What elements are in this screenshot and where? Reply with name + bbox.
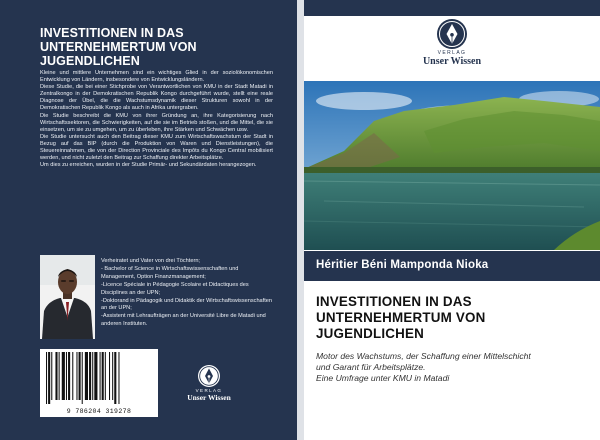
cover-photo xyxy=(304,81,600,250)
blurb-paragraph: Kleine und mittlere Unternehmen sind ein wichtiges Glied in der soziolökonomischen Entwicklung von Ländern, insbesondere von Entwicklungsländern. xyxy=(40,70,273,84)
bio-line: -Doktorand in Pädagogik und Didaktik der Wirtschaftswissenschaften an der UPN; xyxy=(101,297,273,312)
pen-nib-badge-icon xyxy=(436,18,468,50)
bio-line: Verheiratet und Vater von drei Töchtern; xyxy=(101,258,200,264)
back-publisher-logo xyxy=(174,364,244,402)
publisher-name: Unser Wissen xyxy=(422,56,482,67)
front-cover xyxy=(304,0,600,440)
front-publisher-logo xyxy=(407,18,497,67)
lake-landscape xyxy=(304,81,600,250)
front-top-band xyxy=(304,0,600,16)
subtitle-line: und Garant für Arbeitsplätze. xyxy=(316,362,426,372)
publisher-name: Unser Wissen xyxy=(187,393,231,402)
author-bar xyxy=(304,251,600,281)
front-cover-subtitle xyxy=(316,351,596,384)
blurb-paragraph: Um dies zu erreichen, wurden in der Studie Primär- und Sekundärdaten herangezogen. xyxy=(40,162,257,169)
author-bio xyxy=(101,258,273,329)
bio-line: -Assistent mit Lehraufträgen an der Université Libre de Matadi und anderen Instituten. xyxy=(101,313,266,328)
bio-line: - Bachelor of Science in Wirtschaftswissenschaften und Management, Option Finanzmanagement; xyxy=(101,265,239,280)
pen-nib-badge-icon xyxy=(197,364,221,388)
subtitle-line: Eine Umfrage unter KMU in Matadi xyxy=(316,373,450,383)
back-cover-blurb xyxy=(40,70,273,169)
publisher-verlag: VERLAG xyxy=(437,50,467,56)
author-name: Héritier Béni Mamponda Nioka xyxy=(316,259,489,271)
blurb-paragraph: Diese Studie, die bei einer Stichprobe von Verantwortlichen von KMU in der Stadt Matadi in Zentralkongo in der Demokratischen Republik Kongo durchgeführt wurde, stellt eine reale Diagnose der Übel, die die Wachstumsdynamik dieser Strukturen sowohl in der Demokratischen Republik Kongo als auch in Afrika untergraben. xyxy=(40,84,273,112)
book-spine xyxy=(297,0,304,440)
blurb-paragraph: Die Studie beschreibt die KMU von ihrer Gründung an, ihre Kategorisierung nach Wirtschaftssektoren, die Schwierigkeiten, auf die sie im Betrieb stoßen, und die Mittel, die sie einsetzen, um sie zu umgehen, um zu überleben, ihre Stärken und Schwächen usw. xyxy=(40,112,273,133)
isbn-number: 9 786204 319278 xyxy=(66,408,132,415)
back-cover-title: INVESTITIONEN IN DAS UNTERNEHMERTUM VON JUGENDLICHEN xyxy=(40,26,197,68)
bio-line: -Licence Spéciale in Pédagogie Scolaire et Didactiques des Disciplines an der UPN; xyxy=(101,281,249,296)
isbn-barcode xyxy=(40,349,158,417)
subtitle-line: Motor des Wachstums, der Schaffung einer Mittelschicht xyxy=(316,351,531,361)
blurb-paragraph: Die Studie untersucht auch den Beitrag dieser KMU zum Wirtschaftswachstum der Stadt in Bezug auf das BIP (durch die Produktion von Waren und Dienstleistungen), die Steuereinnahmen, die von der Direction Provinciale des Impôts du Kongo Central mobilisiert werden, und nicht zuletzt den Beitrag zur Schaffung direkter Arbeitsplätze. xyxy=(40,133,273,162)
back-cover xyxy=(0,0,297,440)
front-cover-title: INVESTITIONEN IN DAS UNTERNEHMERTUM VON JUGENDLICHEN xyxy=(316,294,486,341)
author-portrait-image xyxy=(40,255,95,339)
author-portrait xyxy=(40,255,95,339)
barcode-bars xyxy=(44,352,154,404)
publisher-verlag: VERLAG xyxy=(195,388,223,393)
